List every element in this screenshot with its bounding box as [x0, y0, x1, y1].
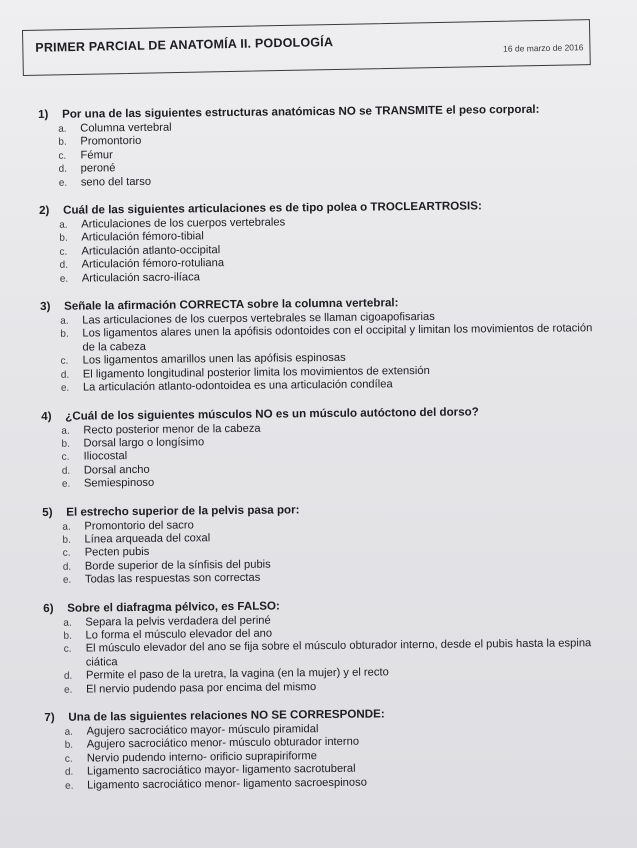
option-letter: a.: [59, 219, 68, 231]
option-letter: b.: [59, 233, 68, 245]
option-text: Lo forma el músculo elevador del ano: [85, 627, 273, 642]
option-letter: c.: [63, 644, 72, 656]
option-letter: a.: [62, 521, 71, 533]
option-text: La articulación atlanto-odontoidea es una articulación condílea: [82, 378, 393, 394]
option-letter: b.: [64, 740, 74, 752]
question-number: 2): [39, 203, 50, 218]
option-letter: d.: [60, 369, 70, 381]
question-number: 4): [41, 409, 52, 423]
question-text: Cuál de las siguientes articulaciones es de tipo polea o TROCLEARTROSIS:: [63, 199, 482, 217]
option-letter: b.: [58, 137, 67, 149]
option-text: Pecten pubis: [84, 546, 150, 559]
exam-date: 16 de marzo de 2016: [503, 42, 584, 54]
option-letter: d.: [59, 259, 69, 272]
option-text: Fémur: [80, 149, 113, 162]
option-letter: b.: [61, 438, 70, 450]
option-text: Ligamento sacrociático menor- ligamento sacroespinoso: [87, 776, 367, 792]
option-text: Dorsal ancho: [83, 463, 150, 477]
option-letter: c.: [64, 753, 73, 765]
option-text: Articulación fémoro-rotuliana: [81, 257, 225, 271]
question-6: [43, 596, 604, 697]
option-list: [59, 213, 600, 286]
option-letter: a.: [63, 617, 72, 629]
question-text: Una de las siguientes relaciones NO SE CORRESPONDE:: [68, 707, 385, 724]
option-letter: d.: [61, 465, 71, 477]
option-list: [63, 611, 604, 697]
option-letter: c.: [60, 355, 69, 368]
question-3: [40, 294, 601, 395]
question-list: [38, 102, 605, 807]
option-letter: c.: [62, 548, 71, 560]
option-letter: c.: [61, 452, 70, 464]
option-letter: a.: [58, 123, 67, 135]
option-text: Semiespinoso: [83, 476, 155, 490]
option-text: Articulación fémoro-tibial: [81, 230, 204, 244]
option-text: Iliocostal: [83, 450, 128, 463]
option-list: [58, 117, 599, 190]
option-text: Recto posterior menor de la cabeza: [83, 422, 261, 437]
option-letter: b.: [62, 534, 71, 546]
option-letter: c.: [59, 246, 68, 258]
question-text: ¿Cuál de los siguientes músculos NO es un músculo autóctono del dorso?: [65, 404, 479, 423]
question-number: 1): [38, 107, 49, 121]
option-text: Agujero sacrociático mayor- músculo piramidal: [86, 723, 319, 738]
option-letter: b.: [63, 630, 72, 642]
option-text: seno del tarso: [80, 175, 152, 189]
exam-title: PRIMER PARCIAL DE ANATOMÍA II. PODOLOGÍA: [35, 35, 334, 55]
question-number: 6): [43, 601, 54, 615]
option-text: Línea arqueada del coxal: [84, 532, 211, 546]
option-text: Promontorio del sacro: [84, 518, 194, 533]
question-7: [44, 705, 605, 793]
option-text: El músculo elevador del ano se fija sobre el músculo obturador interno, desde el pubis hasta la espina ciática: [85, 637, 592, 669]
option-letter: d.: [58, 163, 68, 176]
option-list: [64, 720, 605, 793]
option-text: Dorsal largo o longísimo: [83, 436, 205, 450]
option-text: Las articulaciones de los cuerpos vertebrales se llaman cigoapofisarias: [82, 310, 435, 327]
question-number: 3): [40, 299, 51, 314]
question-text: Por una de las siguientes estructuras anatómicas NO se TRANSMITE el peso corporal:: [61, 102, 540, 121]
option-letter: e.: [58, 177, 68, 189]
option-list: [61, 419, 602, 492]
question-1: [38, 102, 599, 190]
option-letter: d.: [64, 766, 74, 778]
option-letter: e.: [60, 382, 70, 394]
question-5: [42, 500, 603, 588]
option-text: Borde superior de la sínfisis del pubis: [84, 558, 271, 573]
exam-header: [22, 19, 591, 76]
option-letter: a.: [61, 425, 70, 437]
option-text: El ligamento longitudinal posterior limita los movimientos de extensión: [82, 364, 430, 381]
question-text: Sobre el diafragma pélvico, es FALSO:: [67, 599, 280, 615]
question-text: Señale la afirmación CORRECTA sobre la columna vertebral:: [64, 296, 399, 313]
question-4: [41, 404, 602, 492]
option-letter: c.: [58, 150, 67, 162]
option-text: Los ligamentos amarillos unen las apófisis espinosas: [82, 352, 346, 367]
option-text: Ligamento sacrociático mayor- ligamento sacrotuberal: [86, 762, 356, 778]
question-number: 7): [44, 710, 55, 724]
option-letter: a.: [60, 315, 69, 327]
option-text: peroné: [80, 162, 116, 175]
option-text: El nervio pudendo pasa por encima del mismo: [86, 680, 317, 696]
option-letter: e.: [65, 780, 74, 792]
option-letter: e.: [62, 574, 72, 586]
option-text: Articulación atlanto-occipital: [81, 243, 221, 258]
question-2: [39, 198, 600, 286]
option-text: Nervio pudendo interno- orificio suprapiriforme: [86, 749, 317, 765]
question-text: El estrecho superior de la pelvis pasa por:: [66, 502, 300, 519]
option-text: Columna vertebral: [80, 121, 172, 135]
option-list: [62, 515, 603, 588]
option-letter: e.: [64, 684, 73, 696]
option-text: Promontorio: [80, 135, 142, 148]
option-letter: e.: [59, 273, 69, 285]
option-letter: b.: [60, 329, 69, 341]
option-letter: d.: [62, 561, 72, 573]
option-text: Todas las respuestas son correctas: [84, 571, 261, 586]
option-text: Articulaciones de los cuerpos vertebrales: [81, 216, 286, 231]
option-text: Permite el paso de la uretra, la vagina (en la mujer) y el recto: [85, 666, 389, 682]
question-number: 5): [42, 505, 53, 519]
option-text: Separa la pelvis verdadera del periné: [85, 614, 271, 629]
option-letter: e.: [61, 478, 71, 490]
option-text: Articulación sacro-ilíaca: [81, 270, 200, 285]
option-letter: a.: [64, 726, 73, 738]
option-letter: d.: [63, 670, 73, 682]
option-text: Los ligamentos alares unen la apófisis odontoides con el occipital y limitan los movimientos de rotación de la cabeza: [82, 322, 593, 354]
option-text: Agujero sacrociático menor- músculo obturador interno: [86, 736, 360, 751]
option-list: [60, 309, 601, 395]
